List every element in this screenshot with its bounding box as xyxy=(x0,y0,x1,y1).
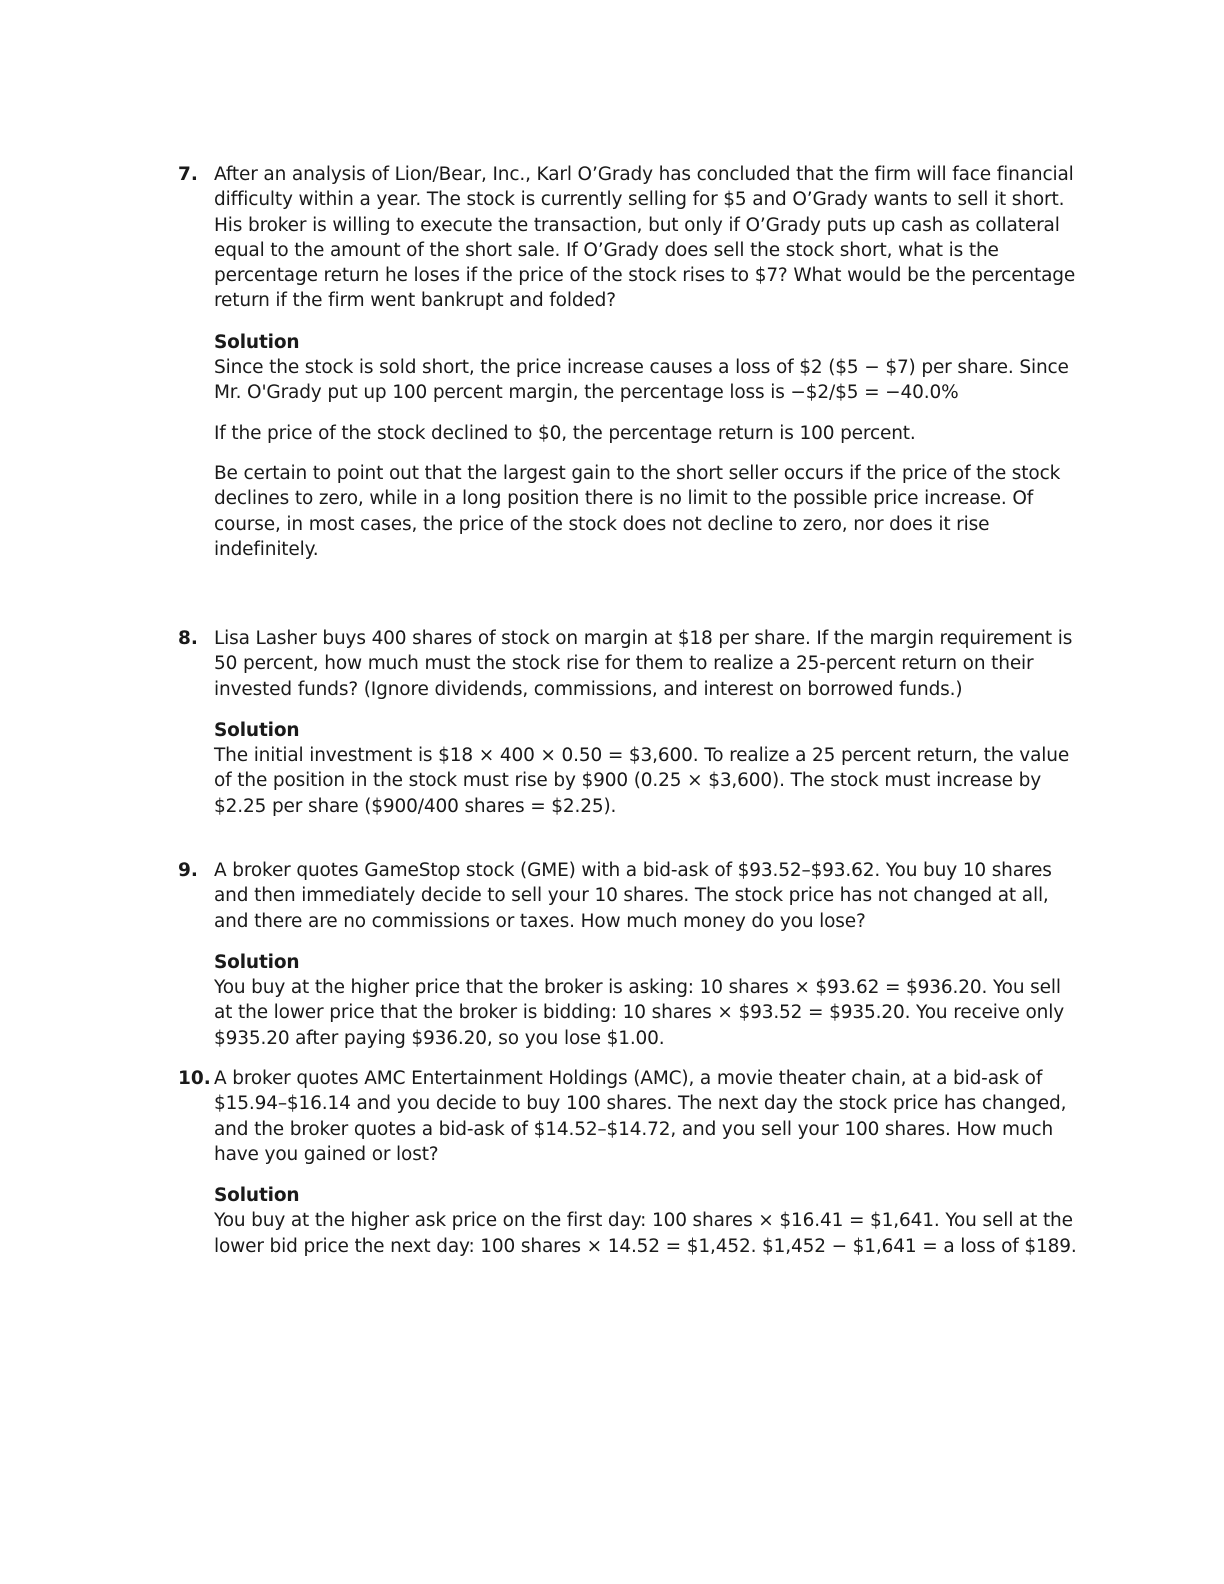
solution-paragraph: You buy at the higher ask price on the first day: 100 shares × $16.41 = $1,641. You sell at the lower bid price the next day: 100 shares × 14.52 = $1,452. $1,452 − $1,641 = a loss of $189. xyxy=(214,1210,1077,1257)
solution-paragraph: The initial investment is $18 × 400 × 0.50 = $3,600. To realize a 25 percent return, the value of the position in the stock must rise by $900 (0.25 × $3,600). The stock must increase by $2.25 per share ($900/400 shares = $2.25). xyxy=(214,745,1070,817)
problem-question: Lisa Lasher buys 400 shares of stock on margin at $18 per share. If the margin requirement is 50 percent, how much must the stock rise for them to realize a 25-percent return on their invested funds? (Ignore dividends, commissions, and interest on borrowed funds.) xyxy=(214,628,1073,700)
problem-10 xyxy=(178,1066,1078,1259)
problem-number: 8. xyxy=(178,628,198,649)
solution-heading: Solution xyxy=(214,951,300,973)
solution-paragraph: Since the stock is sold short, the price increase causes a loss of $2 ($5 − $7) per share. Since Mr. O'Grady put up 100 percent margin, the percentage loss is −$2/$5 = −40.0% xyxy=(214,357,1069,404)
problem-question: A broker quotes AMC Entertainment Holdings (AMC), a movie theater chain, at a bid-ask of $15.94–$16.14 and you decide to buy 100 shares. The next day the stock price has changed, and the broker quotes a bid-ask of $14.52–$14.72, and you sell your 100 shares. How much have you gained or lost? xyxy=(214,1068,1067,1165)
problem-question: After an analysis of Lion/Bear, Inc., Karl O’Grady has concluded that the firm will face financial difficulty within a year. The stock is currently selling for $5 and O’Grady wants to sell it short. His broker is willing to execute the transaction, but only if O’Grady puts up cash as collateral equal to the amount of the short sale. If O’Grady does sell the stock short, what is the percentage return he loses if the price of the stock rises to $7? What would be the percentage return if the firm went bankrupt and folded? xyxy=(214,164,1076,312)
problem-8 xyxy=(178,626,1078,819)
problem-9 xyxy=(178,858,1078,1051)
solution-heading: Solution xyxy=(214,1185,300,1207)
solution-heading: Solution xyxy=(214,719,300,741)
solution-heading: Solution xyxy=(214,331,300,353)
problem-question: A broker quotes GameStop stock (GME) with a bid-ask of $93.52–$93.62. You buy 10 shares and then immediately decide to sell your 10 shares. The stock price has not changed at all, and there are no commissions or taxes. How much money do you lose? xyxy=(214,860,1052,932)
problem-7 xyxy=(178,162,1078,562)
problem-number: 9. xyxy=(178,860,198,881)
solution-paragraph: Be certain to point out that the largest gain to the short seller occurs if the price of the stock declines to zero, while in a long position there is no limit to the possible price increase. Of course, in most cases, the price of the stock does not decline to zero, nor does it rise indefinitely. xyxy=(214,462,1061,560)
problem-number: 10. xyxy=(178,1068,211,1089)
solution-paragraph: You buy at the higher price that the broker is asking: 10 shares × $93.62 = $936.20. You sell at the lower price that the broker is bidding: 10 shares × $93.52 = $935.20. You receive only $935.20 after paying $936.20, so you lose $1.00. xyxy=(214,977,1065,1049)
problem-number: 7. xyxy=(178,164,198,185)
solution-paragraph: If the price of the stock declined to $0, the percentage return is 100 percent. xyxy=(214,422,916,444)
